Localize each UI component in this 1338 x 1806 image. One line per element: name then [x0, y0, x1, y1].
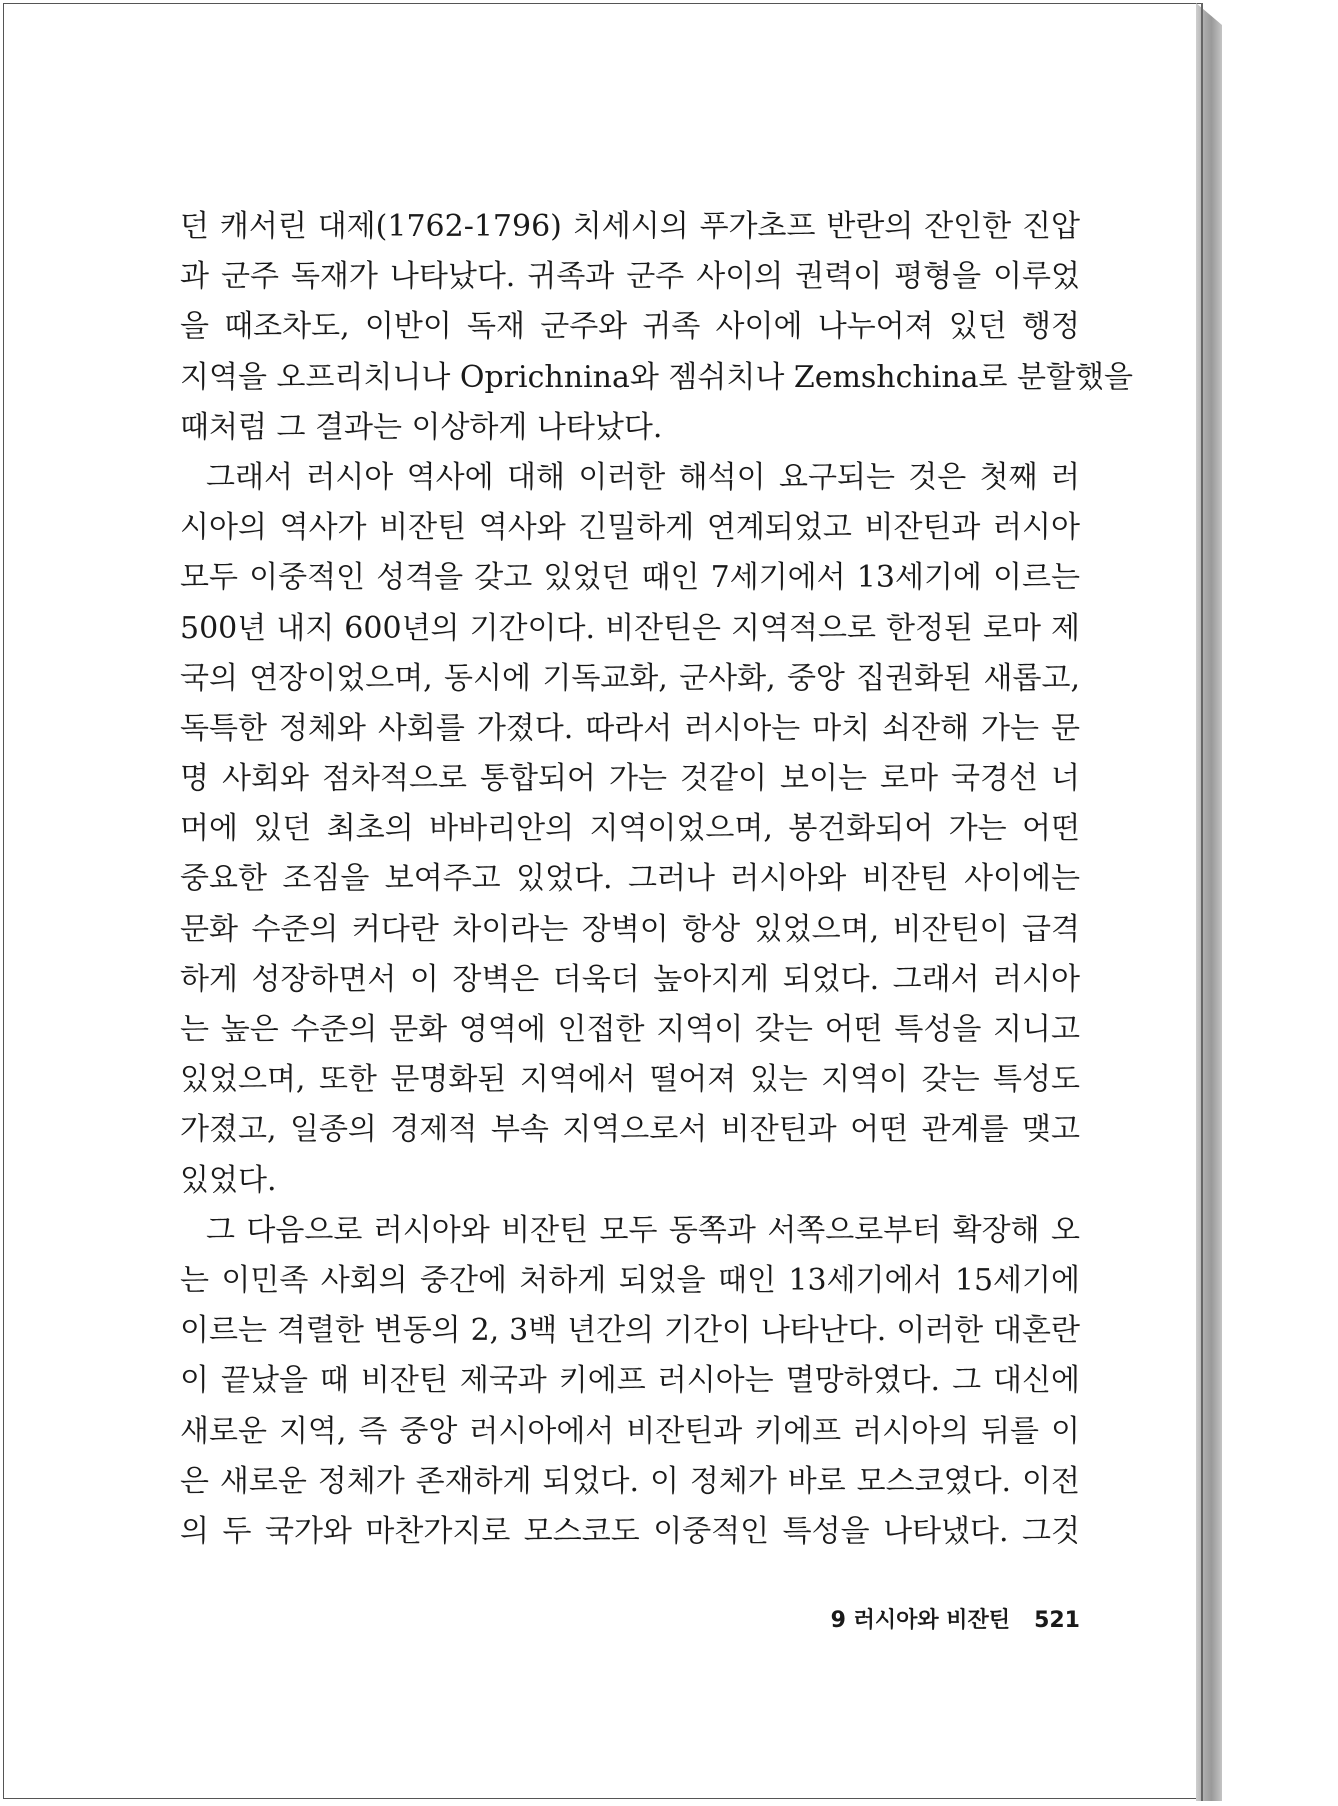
page-edge-line: [1201, 3, 1203, 1801]
text-line: 이르는 격렬한 변동의 2, 3백 년간의 기간이 나타난다. 이러한 대혼란: [180, 1313, 1080, 1349]
text-line: 중요한 조짐을 보여주고 있었다. 그러나 러시아와 비잔틴 사이에는: [180, 861, 1080, 897]
text-line: 새로운 지역, 즉 중앙 러시아에서 비잔틴과 키에프 러시아의 뒤를 이: [180, 1413, 1080, 1449]
text-line: 는 이민족 사회의 중간에 처하게 되었을 때인 13세기에서 15세기에: [180, 1262, 1080, 1298]
text-line: 500년 내지 600년의 기간이다. 비잔틴은 지역적으로 한정된 로마 제: [180, 610, 1080, 646]
text-line: 문화 수준의 커다란 차이라는 장벽이 항상 있었으며, 비잔틴이 급격: [180, 911, 1080, 947]
text-line: 지역을 오프리치니나 Oprichnina와 젬쉬치나 Zemshchina로 분할했을: [180, 359, 1133, 395]
text-line: 은 새로운 정체가 존재하게 되었다. 이 정체가 바로 모스코였다. 이전: [180, 1463, 1080, 1499]
text-line: 있었으며, 또한 문명화된 지역에서 떨어져 있는 지역이 갖는 특성도: [180, 1062, 1080, 1098]
text-line: 는 높은 수준의 문화 영역에 인접한 지역이 갖는 어떤 특성을 지니고: [180, 1012, 1080, 1047]
text-line: 그래서 러시아 역사에 대해 이러한 해석이 요구되는 것은 첫째 러: [206, 459, 1080, 495]
chapter-title: 9 러시아와 비잔틴: [830, 1608, 1011, 1633]
page-stack-edge: [1196, 3, 1222, 1801]
text-line: 의 두 국가와 마찬가지로 모스코도 이중적인 특성을 나타냈다. 그것: [180, 1513, 1080, 1549]
text-line: 있었다.: [180, 1162, 277, 1198]
text-line: 명 사회와 점차적으로 통합되어 가는 것같이 보이는 로마 국경선 너: [180, 761, 1080, 797]
paragraph: [180, 202, 1133, 453]
text-line: 독특한 정체와 사회를 가졌다. 따라서 러시아는 마치 쇠잔해 가는 문: [180, 710, 1080, 746]
text-line: 과 군주 독재가 나타났다. 귀족과 군주 사이의 권력이 평형을 이루었: [180, 259, 1080, 295]
text-line: 머에 있던 최초의 바바리안의 지역이었으며, 봉건화되어 가는 어떤: [180, 811, 1080, 847]
text-line: 그 다음으로 러시아와 비잔틴 모두 동쪽과 서쪽으로부터 확장해 오: [206, 1212, 1080, 1248]
page-number: 521: [1034, 1608, 1080, 1633]
running-footer: [700, 1603, 1080, 1634]
text-line: 하게 성장하면서 이 장벽은 더욱더 높아지게 되었다. 그래서 러시아: [180, 961, 1080, 997]
text-line: 가졌고, 일종의 경제적 부속 지역으로서 비잔틴과 어떤 관계를 맺고: [180, 1112, 1080, 1148]
paragraph: [180, 1206, 1080, 1557]
text-line: 던 캐서린 대제(1762-1796) 치세시의 푸가초프 반란의 잔인한 진압: [180, 209, 1080, 244]
text-line: 이 끝났을 때 비잔틴 제국과 키에프 러시아는 멸망하였다. 그 대신에: [180, 1363, 1080, 1399]
text-line: 시아의 역사가 비잔틴 역사와 긴밀하게 연계되었고 비잔틴과 러시아: [180, 510, 1080, 546]
text-line: 때처럼 그 결과는 이상하게 나타났다.: [180, 409, 663, 445]
text-line: 을 때조차도, 이반이 독재 군주와 귀족 사이에 나누어져 있던 행정: [180, 309, 1080, 345]
text-line: 국의 연장이었으며, 동시에 기독교화, 군사화, 중앙 집권화된 새롭고,: [180, 660, 1080, 696]
paragraph: [180, 453, 1080, 1206]
text-line: 모두 이중적인 성격을 갖고 있었던 때인 7세기에서 13세기에 이르는: [180, 560, 1080, 596]
body-text: [180, 202, 1133, 1557]
